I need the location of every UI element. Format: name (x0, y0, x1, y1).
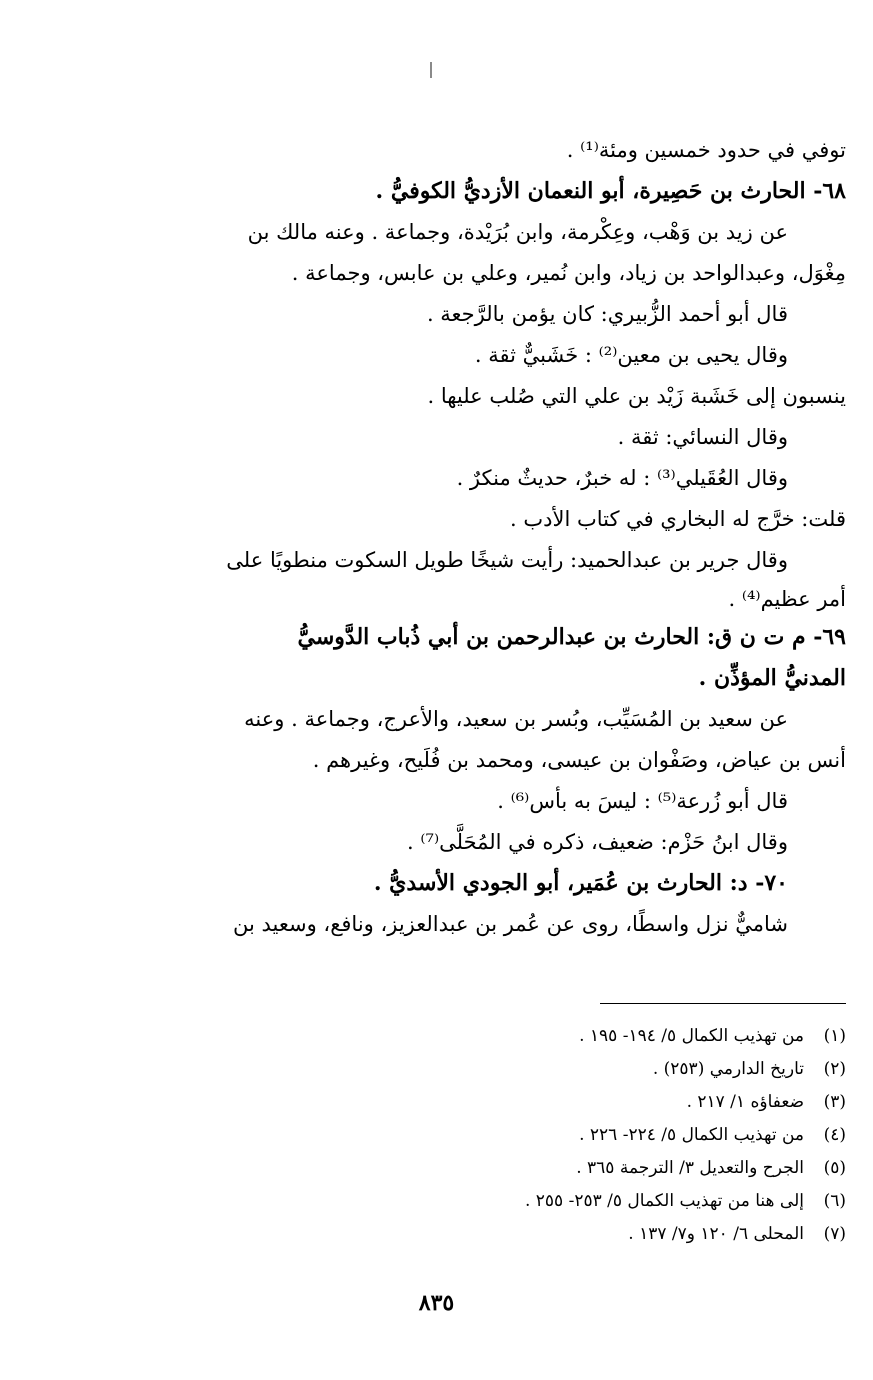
text-line: وقال العُقَيلي⁽³⁾ : له خبرٌ، حديثٌ منكرٌ . (456, 466, 788, 490)
text-line: وقال جرير بن عبدالحميد: رأيت شيخًا طويل السكوت منطويًا على (226, 548, 788, 572)
footnote-5 (300, 1152, 846, 1185)
text-line: عن زيد بن وَهْب، وعِكْرمة، وابن بُرَيْدة، وجماعة . وعنه مالك بن (247, 220, 788, 244)
entry-heading-69-cont: المدنيُّ المؤذِّن . (698, 665, 846, 691)
text-line: أنس بن عياض، وصَفْوان بن عيسى، ومحمد بن فُلَيح، وغيرهم . (312, 748, 846, 772)
text-line: قال أبو زُرعة⁽⁵⁾ : ليسَ به بأس⁽⁶⁾ . (497, 789, 788, 813)
text-line: قال أبو أحمد الزُّبيري: كان يؤمن بالرَّجعة . (426, 302, 788, 326)
text-line: شاميٌّ نزل واسطًا، روى عن عُمر بن عبدالعزيز، ونافع، وسعيد بن (233, 912, 788, 936)
footnote-text: المحلى ٦/ ١٢٠ و٧/ ١٣٧ . (628, 1224, 804, 1244)
footnote-text: ضعفاؤه ١/ ٢١٧ . (686, 1092, 804, 1112)
text-line: قلت: خرَّج له البخاري في كتاب الأدب . (510, 507, 846, 531)
footnote-text: تاريخ الدارمي (٢٥٣) . (652, 1059, 804, 1079)
footnote-7 (300, 1218, 846, 1251)
scan-artifact-mark (430, 62, 432, 78)
text-line: مِغْوَل، وعبدالواحد بن زياد، وابن نُمير، وعلي بن عابس، وجماعة . (291, 261, 846, 285)
entry-heading-70: ٧٠- د: الحارث بن عُمَير، أبو الجودي الأسديُّ . (373, 870, 788, 896)
text-line: وقال ابنُ حَزْم: ضعيف، ذكره في المُحَلَّى⁽⁷⁾ . (407, 830, 788, 854)
text-line: وقال النسائي: ثقة . (617, 425, 788, 449)
footnote-4 (300, 1119, 846, 1152)
footnotes (300, 1020, 846, 1251)
text-line: عن سعيد بن المُسَيِّب، وبُسر بن سعيد، والأعرج، وجماعة . وعنه (244, 707, 788, 731)
footnote-divider (600, 1003, 846, 1004)
text-line: وقال يحيى بن معين⁽²⁾ : خَشَبيٌّ ثقة . (474, 343, 788, 367)
footnote-text: إلى هنا من تهذيب الكمال ٥/ ٢٥٣- ٢٥٥ . (524, 1191, 804, 1211)
footnote-3 (300, 1086, 846, 1119)
footnote-2 (300, 1053, 846, 1086)
footnote-text: من تهذيب الكمال ٥/ ١٩٤- ١٩٥ . (579, 1026, 804, 1046)
footnote-number: (٧) (823, 1224, 846, 1244)
footnote-6 (300, 1185, 846, 1218)
footnote-number: (٥) (823, 1158, 846, 1178)
footnote-text: من تهذيب الكمال ٥/ ٢٢٤- ٢٢٦ . (579, 1125, 804, 1145)
text-line: ينسبون إلى خَشَبة زَيْد بن علي التي صُلب عليها . (427, 384, 846, 408)
footnote-number: (٦) (823, 1191, 846, 1211)
page-number: ٨٣٥ (418, 1290, 455, 1316)
footnote-number: (١) (823, 1026, 846, 1046)
text-line: أمر عظيم⁽⁴⁾ . (728, 587, 846, 611)
main-text (130, 130, 846, 945)
footnote-1 (300, 1020, 846, 1053)
text-line: توفي في حدود خمسين ومئة⁽¹⁾ . (566, 138, 846, 162)
entry-heading-69: ٦٩- م ت ن ق: الحارث بن عبدالرحمن بن أبي ذُباب الدَّوسيُّ (297, 624, 846, 650)
footnote-number: (٢) (823, 1059, 846, 1079)
footnote-number: (٣) (823, 1092, 846, 1112)
footnote-number: (٤) (823, 1125, 846, 1145)
entry-heading-68: ٦٨- الحارث بن حَصِيرة، أبو النعمان الأزديُّ الكوفيُّ . (375, 178, 846, 204)
footnote-text: الجرح والتعديل ٣/ الترجمة ٣٦٥ . (576, 1158, 804, 1178)
